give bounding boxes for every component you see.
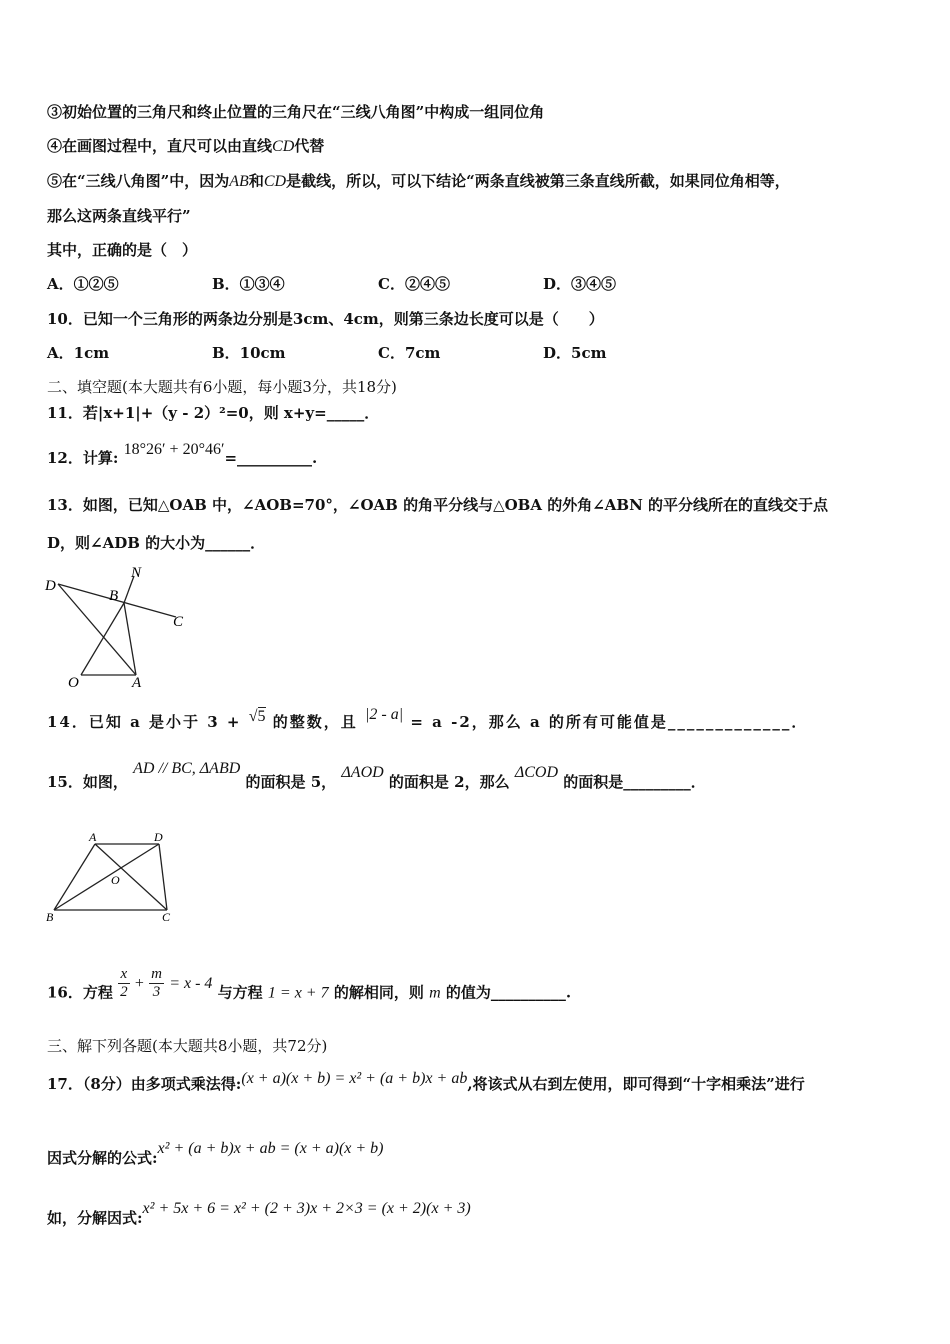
q9-option-c[interactable]: C．②④⑤ <box>378 275 450 293</box>
section-2-heading: 二、填空题(本大题共有6小题，每小题3分，共18分) <box>47 378 397 396</box>
q15-figure <box>40 826 180 926</box>
statement-3: ③初始位置的三角尺和终止位置的三角尺在“三线八角图”中构成一组同位角 <box>47 103 545 121</box>
q10-stem: 10．已知一个三角形的两条边分别是3cm、4cm，则第三条边长度可以是（ ） <box>47 310 604 328</box>
q13-label-a: A <box>132 675 142 691</box>
q9-prompt: 其中，正确的是（ ） <box>47 241 198 259</box>
q10-option-d[interactable]: D．5cm <box>543 344 607 362</box>
q15-label-o: O <box>111 873 120 887</box>
q16-frac-1: $\frac{x}{2}$ <box>120 966 128 1000</box>
q10-option-c[interactable]: C．7cm <box>378 344 441 362</box>
q13-label-c: C <box>173 614 184 630</box>
q15-tri-aod: ΔAOD <box>341 764 384 781</box>
q13-figure <box>40 560 200 692</box>
q9-option-d[interactable]: D．③④⑤ <box>543 275 617 293</box>
q9-option-b[interactable]: B．①③④ <box>212 275 285 293</box>
q16: 16．方程 $\frac{x}{2}$ + $\frac{m}{3}$ = x - 4 与方程 1 = x + 7 的解相同，则 m 的值为__________. <box>47 966 572 1002</box>
statement-4: ④在画图过程中，直尺可以由直线CD代替 <box>47 137 325 155</box>
statement-5: ⑤在“三线八角图”中，因为AB和CD是截线，所以，可以下结论“两条直线被第三条直线所截，如果同位角相等， <box>47 172 790 190</box>
q10-option-a[interactable]: A．1cm <box>47 344 110 362</box>
q14-sqrt: √5 <box>248 708 266 725</box>
q14: 14．已知 a 是小于 3 + √5 的整数，且 |2 - a| = a -2，那么 a 的所有可能值是_____________． <box>47 706 809 731</box>
q15-label-d: D <box>154 830 163 844</box>
q14-abs-expr: |2 - a| <box>365 706 404 723</box>
q15-label-a: A <box>89 830 97 844</box>
q13-label-o: O <box>68 675 79 691</box>
q15-label-b: B <box>46 910 54 924</box>
q10-option-b[interactable]: B．10cm <box>212 344 286 362</box>
q17-formula-2: x² + (a + b)x + ab = (x + a)(x + b) <box>157 1140 384 1157</box>
q12: 12．计算: 18°26′ + 20°46′=__________. <box>47 441 318 467</box>
q15-tri-cod: ΔCOD <box>514 764 558 781</box>
q11: 11．若|x+1|+（y - 2）²=0，则 x+y=_____． <box>47 404 380 422</box>
q13-label-n: N <box>131 565 142 581</box>
q9-option-a[interactable]: A．①②⑤ <box>47 275 119 293</box>
q13-label-b: B <box>109 588 119 604</box>
statement-5-cont: 那么这两条直线平行” <box>47 207 191 225</box>
q16-frac-2: $\frac{m}{3}$ <box>151 966 162 1000</box>
q12-expression: 18°26′ + 20°46′ <box>123 441 225 458</box>
q17-formula-3: x² + 5x + 6 = x² + (2 + 3)x + 2×3 = (x + 2)(x + 3) <box>142 1200 471 1217</box>
q15-label-c: C <box>162 910 171 924</box>
q17-formula-1: (x + a)(x + b) = x² + (a + b)x + ab <box>241 1070 468 1087</box>
q15: 15．如图， AD // BC, ΔABD 的面积是 5， ΔAOD 的面积是 2，那么 ΔCOD 的面积是_________． <box>47 760 706 791</box>
q13-line2: D，则∠ADB 的大小为______． <box>47 534 266 552</box>
q15-condition: AD // BC, ΔABD <box>133 760 241 777</box>
q17-line3: 如，分解因式:x² + 5x + 6 = x² + (2 + 3)x + 2×3 = (x + 2)(x + 3) <box>47 1200 471 1227</box>
q13-label-d: D <box>45 578 56 594</box>
q16-eq2: 1 = x + 7 <box>267 984 329 1002</box>
q13-line1: 13．如图，已知△OAB 中，∠AOB=70°，∠OAB 的角平分线与△OBA 的外角∠ABN 的平分线所在的直线交于点 <box>47 496 829 514</box>
q17-line2: 因式分解的公式:x² + (a + b)x + ab = (x + a)(x + b) <box>47 1140 384 1167</box>
section-3-heading: 三、解下列各题(本大题共8小题，共72分) <box>47 1037 328 1055</box>
q17-line1: 17．（8分）由多项式乘法得:(x + a)(x + b) = x² + (a + b)x + ab,将该式从右到左使用，即可得到“十字相乘法”进行 <box>47 1070 805 1093</box>
